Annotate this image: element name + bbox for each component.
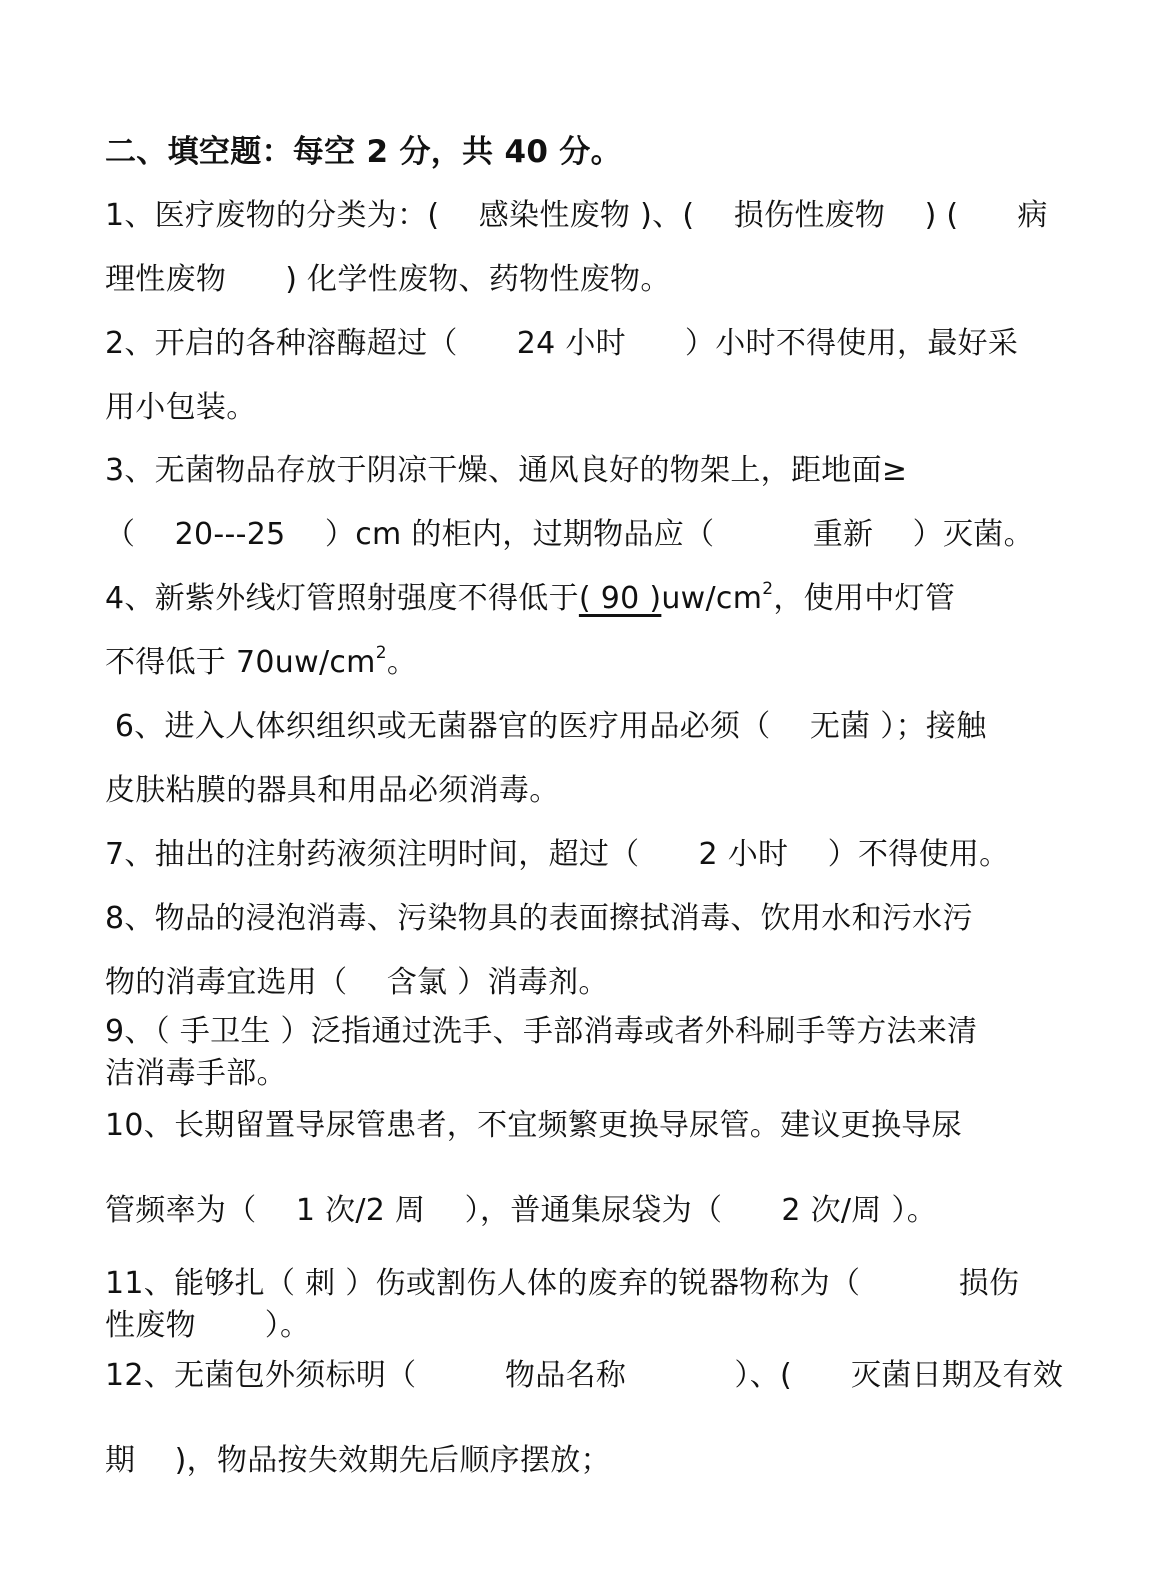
question-6-line-2: 皮肤粘膜的器具和用品必须消毒。 [105,773,560,808]
question-4-unit-exponent: 2 [762,579,774,599]
question-11-line-2: 性废物 ）。 [105,1308,311,1343]
question-10-line-1: 10、长期留置导尿管患者，不宜频繁更换导尿管。建议更换导尿 [105,1108,962,1143]
question-4-answer: ( 90 ) [578,581,662,616]
question-4-text: 4、新紫外线灯管照射强度不得低于 [105,581,579,616]
question-11-line-1: 11、能够扎（ 刺 ）伤或割伤人体的废弃的锐器物称为（ 损伤 [105,1266,1020,1301]
question-8-line-1: 8、物品的浸泡消毒、污染物具的表面擦拭消毒、饮用水和污水污 [105,901,973,936]
question-4-line-2-exponent: 2 [375,643,387,663]
question-4-line-2-text: 不得低于 70uw/cm [105,645,376,680]
question-3-line-2: （ 20---25 ）cm 的柜内，过期物品应（ 重新 ）灭菌。 [105,517,1034,552]
question-12-line-2: 期 )，物品按失效期先后顺序摆放； [105,1443,611,1478]
question-1-line-1: 1、医疗废物的分类为：( 感染性废物 )、( 损伤性废物 ) ( 病 [105,198,1048,233]
question-8-line-2: 物的消毒宜选用（ 含氯 ）消毒剂。 [105,965,609,1000]
question-3-line-1: 3、无菌物品存放于阴凉干燥、通风良好的物架上，距地面≥ [105,453,908,488]
question-10-line-2: 管频率为（ 1 次/2 周 ），普通集尿袋为（ 2 次/周 ）。 [105,1193,938,1228]
question-2-line-1: 2、开启的各种溶酶超过（ 24 小时 ）小时不得使用，最好采 [105,326,1019,361]
question-4-unit: uw/cm [661,581,763,616]
section-heading: 二、填空题：每空 2 分，共 40 分。 [105,134,622,170]
question-7-line-1: 7、抽出的注射药液须注明时间，超过（ 2 小时 ）不得使用。 [105,837,1010,872]
question-2-line-2: 用小包装。 [105,390,257,425]
question-4-line-2-end: 。 [386,645,418,680]
question-4-line-1 [105,581,955,617]
question-9-line-1: 9、（ 手卫生 ）泛指通过洗手、手部消毒或者外科刷手等方法来清 [105,1014,978,1049]
question-9-line-2: 洁消毒手部。 [105,1056,287,1091]
question-12-line-1: 12、无菌包外须标明（ 物品名称 ）、( 灭菌日期及有效 [105,1358,1064,1393]
question-6-line-1: 6、进入人体织组织或无菌器官的医疗用品必须（ 无菌 ）；接触 [105,709,987,744]
question-4-text-end: ，使用中灯管 [773,581,956,616]
question-1-line-2: 理性废物 ) 化学性废物、药物性废物。 [105,262,671,297]
question-4-line-2 [105,645,417,681]
